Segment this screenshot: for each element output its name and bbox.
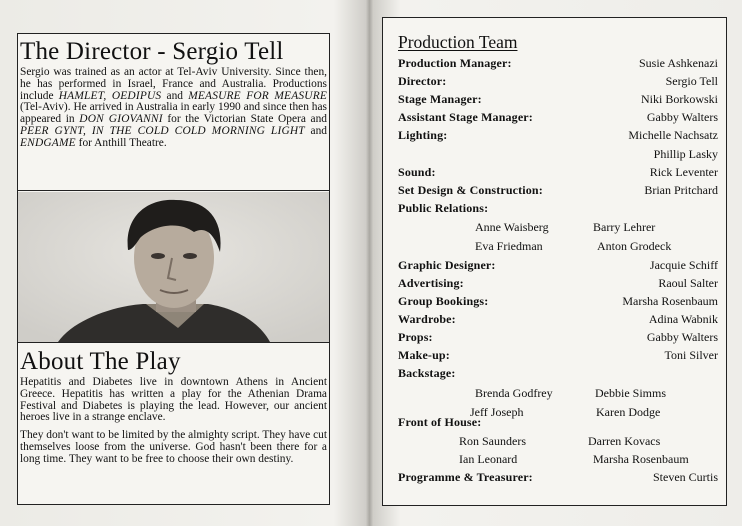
left-page [0,0,366,526]
team-row [398,74,718,92]
role-label: Backstage: [398,366,456,380]
person-name: Gabby Walters [646,330,718,344]
role-label: Sound: [398,165,436,179]
person-name: Brian Pritchard [644,183,718,197]
foh-name: Marsha Rosenbaum [593,452,689,466]
team-row [398,312,718,330]
role-label: Wardrobe: [398,312,456,326]
team-row [398,183,718,201]
role-label: Set Design & Construction: [398,183,543,197]
role-label: Programme & Treasurer: [398,470,533,484]
production-title: MEASURE FOR MEASURE [188,89,328,102]
backstage-name: Debbie Simms [595,386,666,400]
about-title: About The Play [20,348,181,375]
bio-text: and [304,124,327,137]
person-name: Gabby Walters [646,110,718,124]
team-title: Production Team [398,32,518,52]
backstage-name: Jeff Joseph [470,405,524,419]
role-label: Lighting: [398,128,448,142]
director-title: The Director - Sergio Tell [20,38,284,65]
role-label: Group Bookings: [398,294,489,308]
role-label: Director: [398,74,447,88]
role-label: Public Relations: [398,201,489,215]
pr-name: Eva Friedman [475,239,543,253]
role-label: Graphic Designer: [398,258,496,272]
person-name: Jacquie Schiff [649,258,718,272]
left-page-frame [17,33,330,505]
team-row [398,258,718,276]
person-name: Rick Leventer [649,165,718,179]
production-title: PEER GYNT, IN THE COLD COLD MORNING LIGHT [20,124,305,137]
role-label: Make-up: [398,348,450,362]
team-row [398,276,718,294]
production-title: ENDGAME [20,136,76,149]
role-label: Assistant Stage Manager: [398,110,533,124]
role-label: Production Manager: [398,56,512,70]
team-row [398,110,718,128]
foh-name: Darren Kovacs [588,434,661,448]
bio-text: Sergio was trained as an actor at Tel-Aviv University. Since then, he has performed in Israel, France and Australia. Productions include [20,66,327,102]
about-paragraph-1: Hepatitis and Diabetes live in downtown Athens in Ancient Greece. Hepatitis has written a play for the Athenian Drama Festival and Diabetes is playing the lead. However, our ancient heroes live in a strange enclave. [20,376,327,424]
pr-name: Anne Waisberg [475,220,549,234]
person-name: Steven Curtis [653,470,718,484]
bio-text: (Tel-Aviv). He arrived in Australia in early 1990 and since then has appeared in [20,101,327,126]
bio-text: and [161,89,189,102]
team-row [398,348,718,366]
person-name: Adina Wabnik [648,312,718,326]
bio-text: for Anthill Theatre. [75,136,167,149]
team-frame [382,17,727,506]
team-row [398,92,718,110]
pr-name: Anton Grodeck [597,239,672,253]
person-name: Niki Borkowski [640,92,718,106]
team-row [398,165,718,183]
team-row [398,415,718,433]
pr-name: Barry Lehrer [593,220,656,234]
foh-name: Ian Leonard [459,452,518,466]
team-row [398,366,718,384]
bio-text: for the Victorian State Opera and [162,113,327,126]
person-name: Sergio Tell [665,74,718,88]
director-section [18,34,329,191]
production-title: HAMLET, OEDIPUS [58,89,162,102]
about-section [18,344,329,504]
team-row [398,294,718,312]
role-label: Stage Manager: [398,92,482,106]
team-row [398,470,718,488]
role-label: Front of House: [398,415,482,429]
person-name: Susie Ashkenazi [639,56,718,70]
team-row [398,56,718,74]
person-name: Michelle Nachsatz [628,128,718,142]
team-row [398,201,718,219]
production-title: DON GIOVANNI [79,113,163,126]
director-bio [18,67,329,150]
portrait-image [18,192,329,342]
person-name: Phillip Lasky [653,147,718,161]
team-row [398,330,718,348]
role-label: Advertising: [398,276,464,290]
right-page [372,0,742,526]
director-photo [18,192,329,343]
person-name: Toni Silver [664,348,718,362]
person-name: Raoul Salter [658,276,718,290]
role-label: Props: [398,330,433,344]
about-paragraph-2: They don't want to be limited by the almighty script. They have cut themselves loose from the universe. God hasn't been there for a long time. They want to be free to choose their own destiny. [20,429,327,465]
team-row [398,128,718,146]
team-row [398,147,718,165]
backstage-name: Brenda Godfrey [475,386,553,400]
foh-name: Ron Saunders [459,434,526,448]
person-name: Marsha Rosenbaum [622,294,718,308]
backstage-name: Karen Dodge [596,405,661,419]
